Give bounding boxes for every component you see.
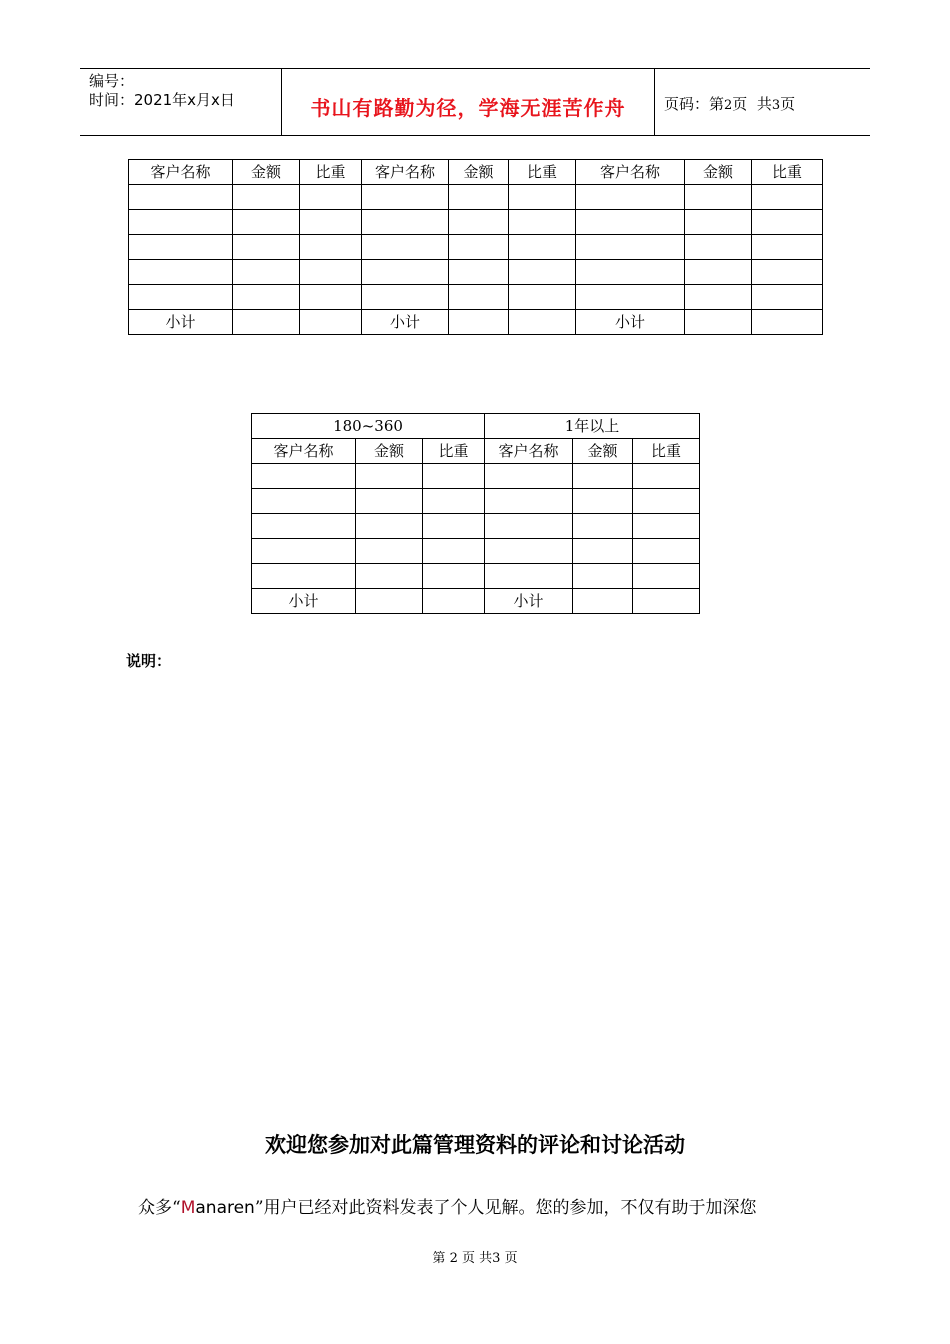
table-row [252,514,700,539]
footer-mid: 页 共 [462,1251,493,1266]
page-prefix: 页码：第 [664,95,725,113]
column-header: 客户名称 [362,160,449,185]
header-bottom-rule [80,135,870,136]
subtotal-row [129,310,823,335]
footer-prefix: 第 [432,1251,446,1266]
discussion-banner-body [138,1193,757,1218]
group-header-180-360: 180~360 [252,414,485,439]
brand-name [181,1198,255,1218]
subtotal-label: 小计 [252,589,356,614]
page-mid: 页 共 [732,95,772,113]
subtotal-label: 小计 [576,310,685,335]
brand-rest: anaren [195,1198,255,1218]
column-header: 金额 [685,160,752,185]
page-suffix: 页 [780,95,796,113]
column-header: 比重 [752,160,823,185]
table-row [252,539,700,564]
column-header: 金额 [233,160,300,185]
table-row [129,260,823,285]
column-header: 比重 [633,439,700,464]
table-row [129,285,823,310]
column-header: 客户名称 [576,160,685,185]
subtotal-label: 小计 [362,310,449,335]
column-header: 比重 [300,160,362,185]
table-row [129,185,823,210]
subtotal-row [252,589,700,614]
group-header-over-1-year: 1年以上 [485,414,700,439]
column-header: 金额 [449,160,509,185]
header-divider-right [654,68,655,136]
column-header: 金额 [356,439,423,464]
column-header: 比重 [509,160,576,185]
column-header: 金额 [573,439,633,464]
table-row [252,489,700,514]
page-indicator [664,95,795,115]
discussion-banner-title: 欢迎您参加对此篇管理资料的评论和讨论活动 [265,1133,685,1157]
header-top-rule [80,68,870,69]
footer-current: 2 [449,1251,458,1266]
subtotal-label: 小计 [129,310,233,335]
table-header-row [252,439,700,464]
column-header: 客户名称 [252,439,356,464]
page-current: 2 [724,98,733,113]
column-header: 客户名称 [129,160,233,185]
receivables-table-aging [251,413,700,614]
date-label: 时间：2021年x月x日 [89,91,235,109]
note-label: 说明： [126,652,172,670]
page-footer [0,1247,950,1266]
table-row [252,564,700,589]
footer-total: 3 [492,1251,501,1266]
subtotal-label: 小计 [485,589,573,614]
banner-body-prefix: 众多“ [138,1198,181,1218]
brand-initial: M [180,1198,196,1218]
page-total: 3 [771,98,781,113]
column-header: 比重 [423,439,485,464]
table-row [129,235,823,260]
receivables-table-top [128,159,823,335]
serial-label: 编号： [89,72,135,90]
table-header-row [129,160,823,185]
column-header: 客户名称 [485,439,573,464]
motto-text: 书山有路勤为径，学海无涯苦作舟 [310,96,626,120]
table-row [252,464,700,489]
table-row [129,210,823,235]
footer-suffix: 页 [504,1251,518,1266]
banner-body-suffix: ”用户已经对此资料发表了个人见解。您的参加，不仅有助于加深您 [254,1198,757,1218]
group-header-row [252,414,700,439]
